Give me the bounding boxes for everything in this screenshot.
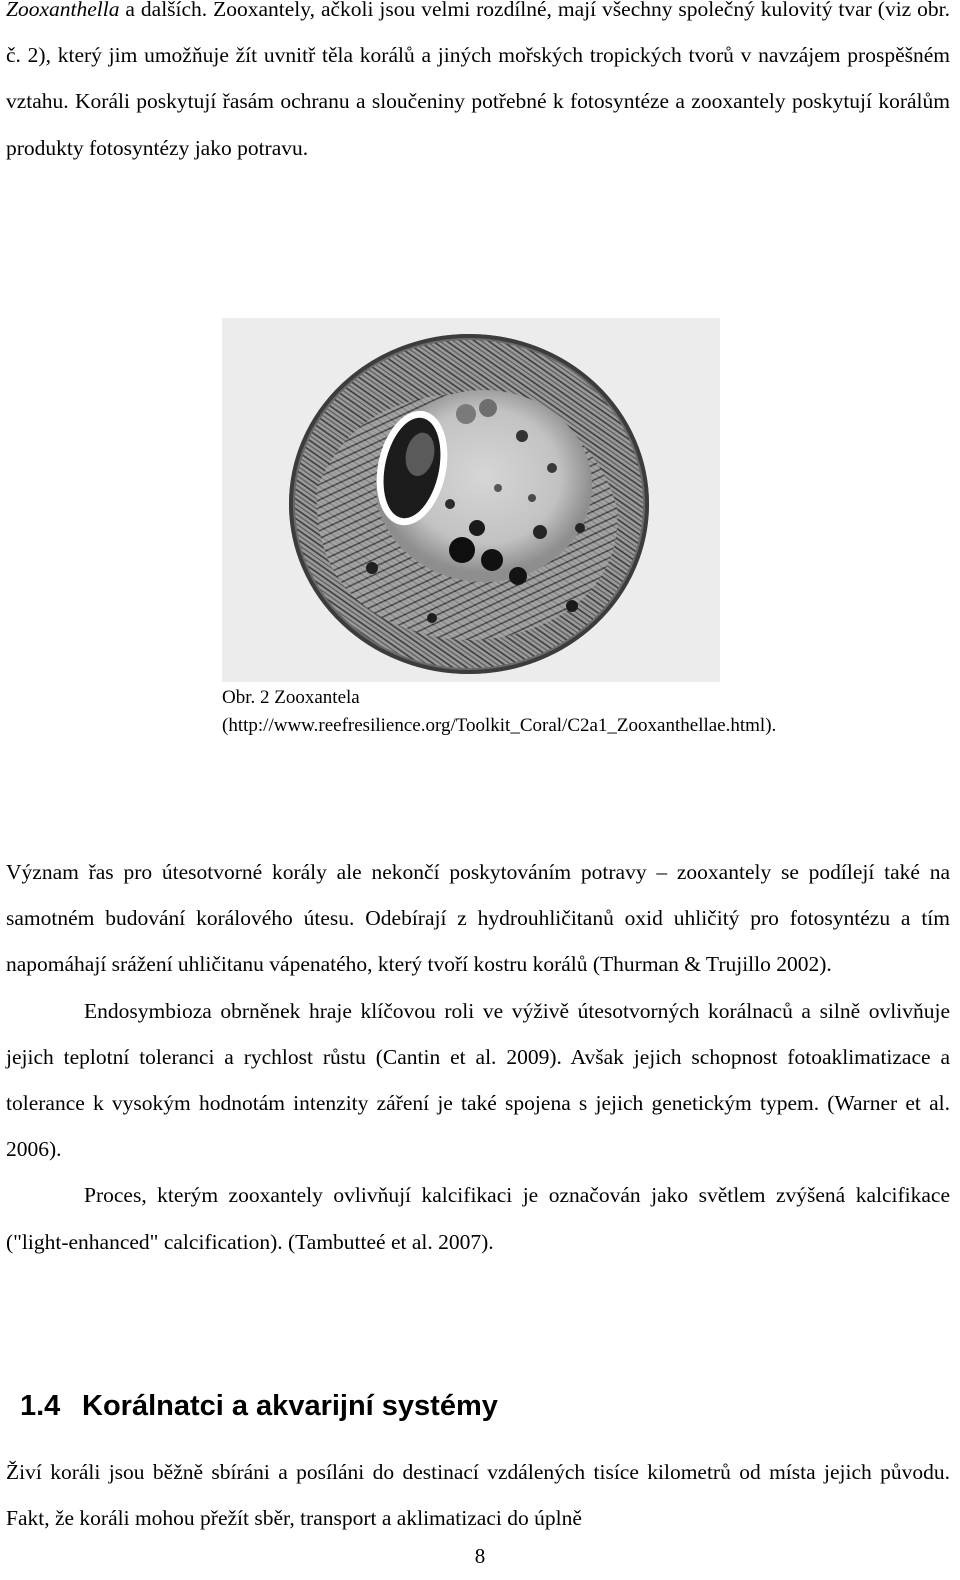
section-heading [20,1388,498,1424]
caption-title: Obr. 2 Zooxantela [222,687,360,708]
paragraph-endosymbiosis: Endosymbioza obrněnek hraje klíčovou roli ve výživě útesotvorných korálnaců a silně ovlivňuje jejich teplotní toleranci a rychlost růstu (Cantin et al. 2009). Avšak jejich schopnost fotoaklimatizace a tolerance k vysokým hodnotám intenzity záření je také spojena s jejich genetickým typem. (Warner et al. 2006). [6,998,950,1162]
intro-paragraph [6,0,950,171]
paragraph-significance: Význam řas pro útesotvorné korály ale nekončí poskytováním potravy – zooxantely se podílejí také na samotném budování korálového útesu. Odebírají z hydrouhličitanů oxid uhličitý pro fotosyntézu a tím napomáhají srážení uhličitanu vápenatého, který tvoří kostru korálů (Thurman & Trujillo 2002). [6,860,950,977]
paragraph-aquarium: Živí koráli jsou běžně sbíráni a posíláni do destinací vzdálených tisíce kilometrů od místa jejich původu. Fakt, že koráli mohou přežít sběr, transport a aklimatizaci do úplně [6,1460,950,1531]
body-section [6,849,950,1265]
zooxanthella-micrograph [222,318,720,682]
paragraph-calcification: Proces, kterým zooxantely ovlivňují kalcifikaci je označován jako světlem zvýšená kalcifikace ("light-enhanced" calcification). (Tambutteé et al. 2007). [6,1183,950,1254]
section-title: Korálnatci a akvarijní systémy [82,1390,498,1422]
species-name: Zooxanthella [6,0,120,21]
section-number: 1.4 [20,1390,61,1422]
intro-text: a dalších. Zooxantely, ačkoli jsou velmi rozdílné, mají všechny společný kulovitý tvar (viz obr. č. 2), který jim umožňuje žít uvnitř těla korálů a jiných mořských tropických tvorů v navzájem prospěšném vztahu. Koráli poskytují řasám ochranu a sloučeniny potřebné k fotosyntéze a zooxantely poskytují korálům produkty fotosyntézy jako potravu. [6,0,950,160]
figure-caption [222,684,776,740]
micrograph-image [222,318,720,682]
caption-source: (http://www.reefresilience.org/Toolkit_Coral/C2a1_Zooxanthellae.html). [222,715,777,736]
page-number: 8 [474,1544,486,1568]
